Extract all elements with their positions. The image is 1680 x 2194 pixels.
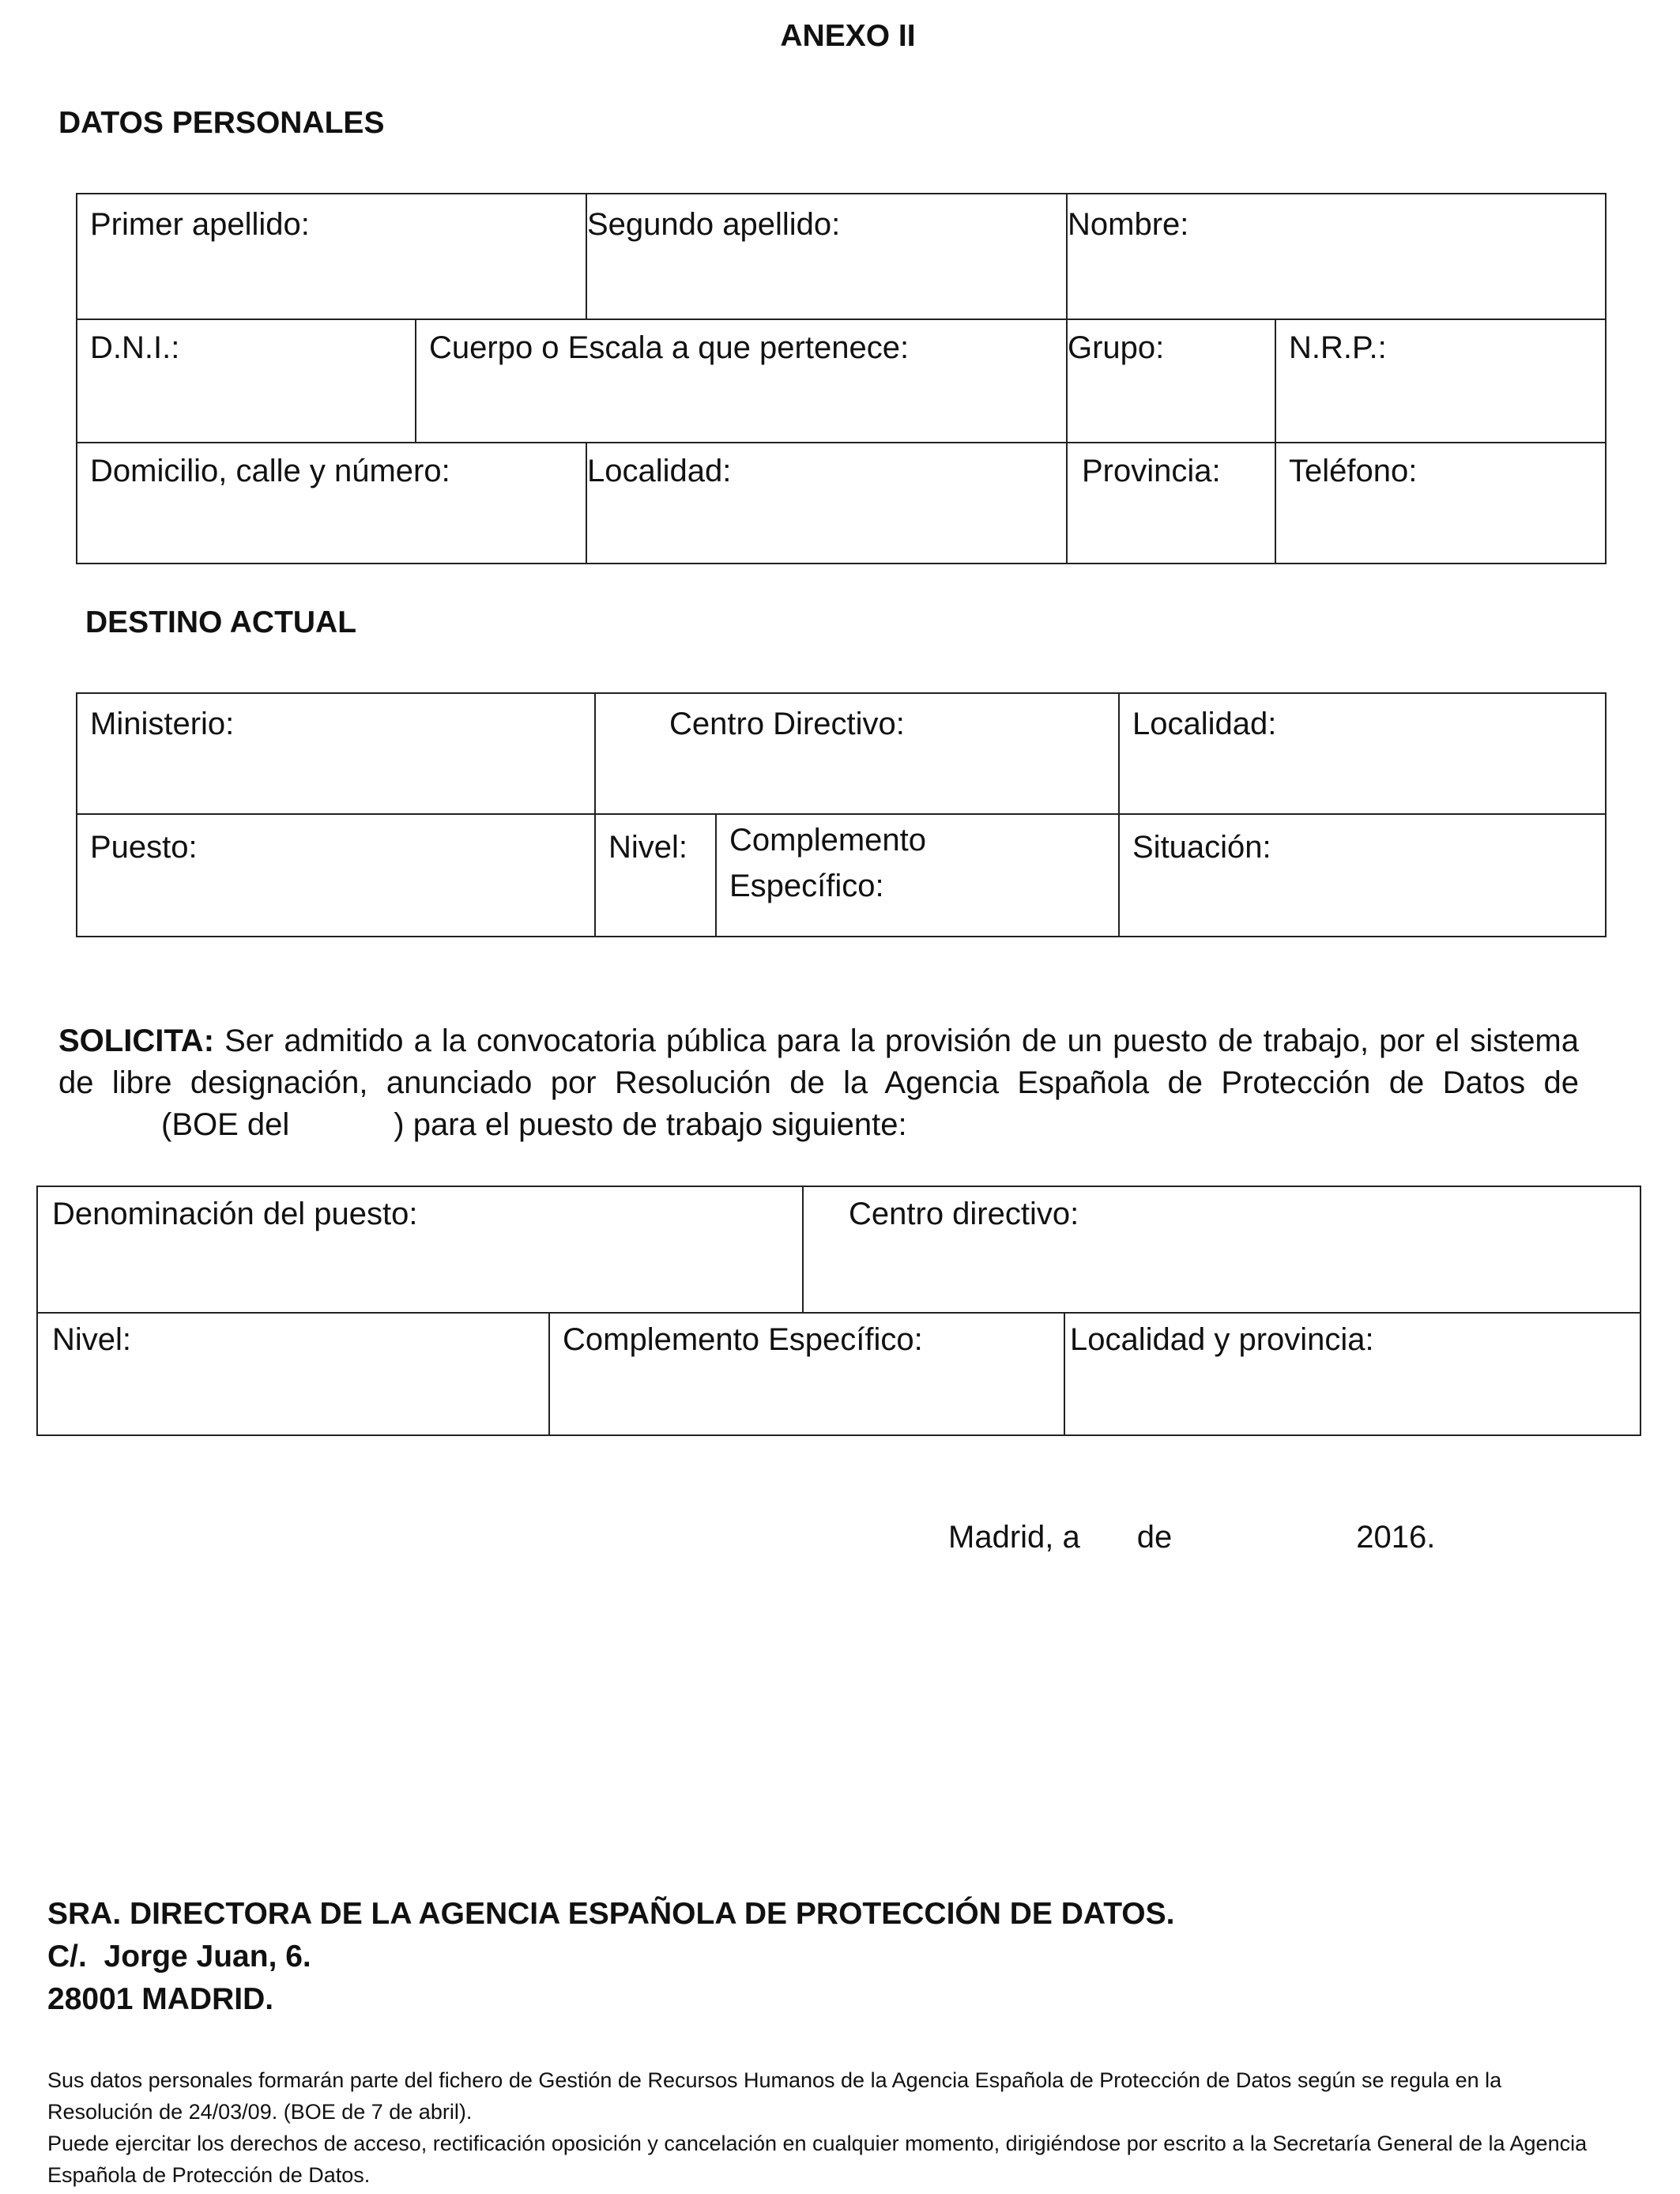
denominacion-field[interactable] [38,1187,802,1312]
localidad-provincia-field[interactable] [1064,1312,1641,1436]
segundo-apellido-field[interactable] [586,194,1066,319]
ministerio-label: Ministerio: [90,707,235,741]
date-year: 2016. [1356,1520,1436,1555]
privacy-note-p1: Sus datos personales formarán parte del fichero de Gestión de Recursos Humanos de la Agencia Española de Protección de Datos según se regula en la Resolución de 24/03/09. (BOE de 7 de abril). [47,2068,1502,2124]
cuerpo-label: Cuerpo o Escala a que pertenece: [429,330,910,365]
centro-directivo-field[interactable] [594,694,1118,813]
nrp-field[interactable] [1275,319,1607,442]
recipient-line2: C/. Jorge Juan, 6. [47,1940,311,1973]
recipient-line3: 28001 MADRID. [47,1982,274,2016]
segundo-apellido-label: Segundo apellido: [587,207,841,242]
centro-directivo-label: Centro Directivo: [669,707,905,741]
nombre-label: Nombre: [1068,207,1189,242]
puesto-complemento-label: Complemento Específico: [563,1322,923,1357]
telefono-field[interactable] [1275,442,1607,564]
grupo-field[interactable] [1066,319,1275,442]
destino-localidad-label: Localidad: [1132,707,1277,741]
recipient-line1: SRA. DIRECTORA DE LA AGENCIA ESPAÑOLA DE PROTECCIÓN DE DATOS. [47,1897,1175,1931]
ministerio-field[interactable] [77,694,594,813]
personal-data-table [76,193,1607,564]
grupo-label: Grupo: [1068,330,1165,365]
localidad-provincia-label: Localidad y provincia: [1070,1322,1374,1357]
dni-field[interactable] [77,319,415,442]
dni-label: D.N.I.: [90,330,180,365]
destino-localidad-field[interactable] [1118,694,1607,813]
domicilio-field[interactable] [77,442,586,564]
privacy-note-p2: Puede ejercitar los derechos de acceso, rectificación oposición y cancelación en cualquier momento, dirigiéndose por escrito a la Secretaría General de la Agencia Española de Protección de Datos. [47,2132,1588,2187]
puesto-nivel-label: Nivel: [52,1322,132,1357]
puesto-nivel-field[interactable] [38,1312,548,1436]
nombre-field[interactable] [1066,194,1607,319]
situacion-label: Situación: [1132,830,1271,865]
telefono-label: Teléfono: [1289,454,1418,488]
provincia-field[interactable] [1066,442,1275,564]
localidad-label: Localidad: [587,454,732,488]
nrp-label: N.R.P.: [1289,330,1387,365]
destino-nivel-label: Nivel: [608,830,688,865]
domicilio-label: Domicilio, calle y número: [90,454,450,488]
puesto-solicitado-table [36,1186,1641,1436]
section-heading-personal: DATOS PERSONALES [58,106,385,140]
privacy-note [47,2064,1596,2191]
cuerpo-field[interactable] [415,319,1066,442]
date-city: Madrid, a [948,1520,1080,1555]
solicita-line1 [58,1020,1579,1062]
puesto-centro-directivo-label: Centro directivo: [849,1197,1079,1231]
solicita-label: SOLICITA: [58,1023,215,1058]
recipient-address [47,1893,1175,2021]
destino-complemento-field[interactable] [715,813,1118,937]
situacion-field[interactable] [1118,813,1607,937]
boe-label: (BOE del [161,1107,290,1142]
solicita-line3 [58,1104,1579,1146]
primer-apellido-label: Primer apellido: [90,207,310,242]
puesto-centro-directivo-field[interactable] [802,1187,1641,1312]
section-heading-destino: DESTINO ACTUAL [85,605,357,639]
destino-complemento-label-line2: Específico: [729,869,884,903]
puesto-complemento-field[interactable] [548,1312,1064,1436]
primer-apellido-field[interactable] [77,194,586,319]
provincia-label: Provincia: [1082,454,1221,488]
solicita-line2: de libre designación, anunciado por Resolución de la Agencia Española de Protección de Datos de [58,1065,1579,1100]
date-line [948,1514,1435,1560]
solicita-text-1: Ser admitido a la convocatoria pública para la provisión de un puesto de trabajo, por el sistema [224,1023,1580,1058]
puesto-field[interactable] [77,813,594,937]
puesto-label: Puesto: [90,830,198,865]
denominacion-label: Denominación del puesto: [52,1197,418,1231]
localidad-field[interactable] [586,442,1066,564]
date-de: de [1136,1520,1173,1555]
document-title: ANEXO II [780,19,916,53]
solicita-text-3: ) para el puesto de trabajo siguiente: [394,1107,907,1142]
destino-complemento-label-line1: Complemento [729,823,927,858]
destino-table [76,692,1607,937]
solicita-paragraph [58,1020,1579,1146]
destino-nivel-field[interactable] [594,813,715,937]
